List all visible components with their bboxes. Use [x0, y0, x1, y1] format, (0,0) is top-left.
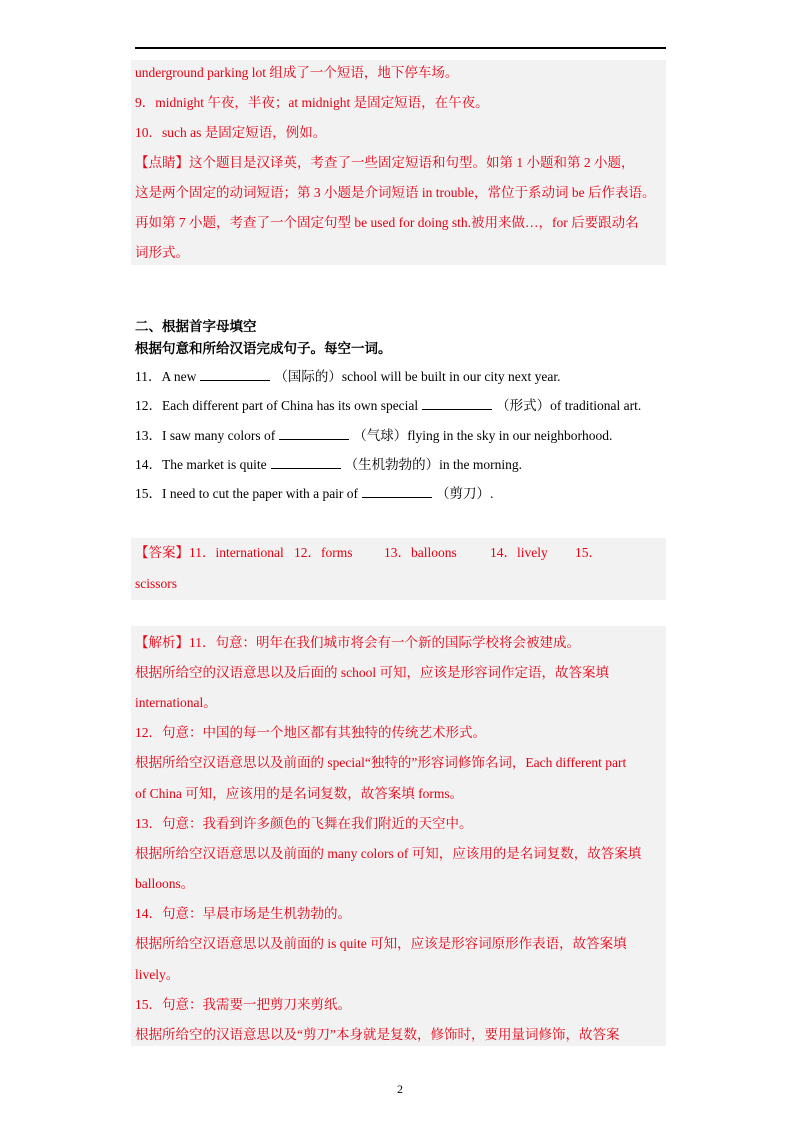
analysis-line: 13．句意：我看到许多颜色的飞舞在我们附近的天空中。	[135, 816, 473, 831]
tip-line: 再如第 7 小题，考查了一个固定句型 be used for doing sth.被用来做…，for 后要跟动名	[135, 215, 639, 230]
analysis-line: 12．句意：中国的每一个地区都有其独特的传统艺术形式。	[135, 725, 486, 740]
analysis-line: 根据所给空汉语意思以及前面的 is quite 可知，应该是形容词原形作表语，故答案填	[135, 936, 627, 951]
analysis-line: balloons。	[135, 876, 195, 891]
analysis-line: 【解析】11．句意：明年在我们城市将会有一个新的国际学校将会被建成。	[135, 635, 580, 650]
answer-line: scissors	[135, 576, 178, 591]
question-text: 13．I saw many colors of	[135, 428, 276, 443]
answer-item: 15．	[575, 545, 602, 560]
section-instruction: 根据句意和所给汉语完成句子。每空一词。	[135, 341, 392, 356]
analysis-line: lively。	[135, 967, 180, 982]
analysis-line: 根据所给空汉语意思以及前面的 many colors of 可知，应该用的是名词复数，故答案填	[135, 846, 642, 861]
analysis-block	[131, 626, 666, 1046]
question-text: （国际的）school will be built in our city next year.	[274, 369, 561, 384]
question-14	[135, 456, 522, 474]
answer-item: 12．forms	[294, 545, 353, 560]
question-13	[135, 427, 612, 445]
question-11	[135, 368, 560, 386]
question-text: 12．Each different part of China has its own special	[135, 398, 419, 413]
tip-line: 词形式。	[135, 245, 189, 260]
explanation-line: 9．midnight 午夜，半夜；at midnight 是固定短语，在午夜。	[135, 95, 489, 110]
answer-blank	[271, 456, 341, 469]
question-text: （形式）of traditional art.	[496, 398, 642, 413]
question-text: 11．A new	[135, 369, 197, 384]
answer-line	[135, 544, 602, 562]
header-rule	[135, 47, 666, 49]
answer-blank	[422, 397, 492, 410]
analysis-line: 根据所给空汉语意思以及前面的 special“独特的”形容词修饰名词，Each different part	[135, 755, 627, 770]
analysis-line: 15．句意：我需要一把剪刀来剪纸。	[135, 997, 351, 1012]
answer-blank	[362, 485, 432, 498]
analysis-line: 14．句意：早晨市场是生机勃勃的。	[135, 906, 351, 921]
question-text: （剪刀）.	[436, 486, 494, 501]
answer-item: 14．lively	[490, 545, 548, 560]
analysis-line: 根据所给空的汉语意思以及“剪刀”本身就是复数，修饰时，要用量词修饰，故答案	[135, 1027, 620, 1042]
answer-blank	[279, 427, 349, 440]
question-15	[135, 485, 493, 503]
question-text: （气球）flying in the sky in our neighborhood.	[353, 428, 613, 443]
answer-item: 11．international	[189, 545, 284, 560]
page-number: 2	[397, 1082, 403, 1096]
analysis-line: 根据所给空的汉语意思以及后面的 school 可知，应该是形容词作定语，故答案填	[135, 665, 609, 680]
answer-label: 【答案】	[135, 545, 189, 560]
answer-item: 13．balloons	[384, 545, 457, 560]
tip-line: 这是两个固定的动词短语；第 3 小题是介词短语 in trouble，常位于系动词 be 后作表语。	[135, 185, 656, 200]
question-12	[135, 397, 641, 415]
answer-blank	[200, 368, 270, 381]
question-text: 15．I need to cut the paper with a pair of	[135, 486, 359, 501]
section-heading: 二、根据首字母填空	[135, 319, 257, 334]
question-text: （生机勃勃的）in the morning.	[344, 457, 522, 472]
question-text: 14．The market is quite	[135, 457, 267, 472]
analysis-line: of China 可知，应该用的是名词复数，故答案填 forms。	[135, 786, 464, 801]
explanation-line: underground parking lot 组成了一个短语，地下停车场。	[135, 65, 459, 80]
tip-line: 【点睛】这个题目是汉译英，考查了一些固定短语和句型。如第 1 小题和第 2 小题，	[135, 155, 635, 170]
analysis-line: international。	[135, 695, 217, 710]
explanation-line: 10．such as 是固定短语，例如。	[135, 125, 327, 140]
